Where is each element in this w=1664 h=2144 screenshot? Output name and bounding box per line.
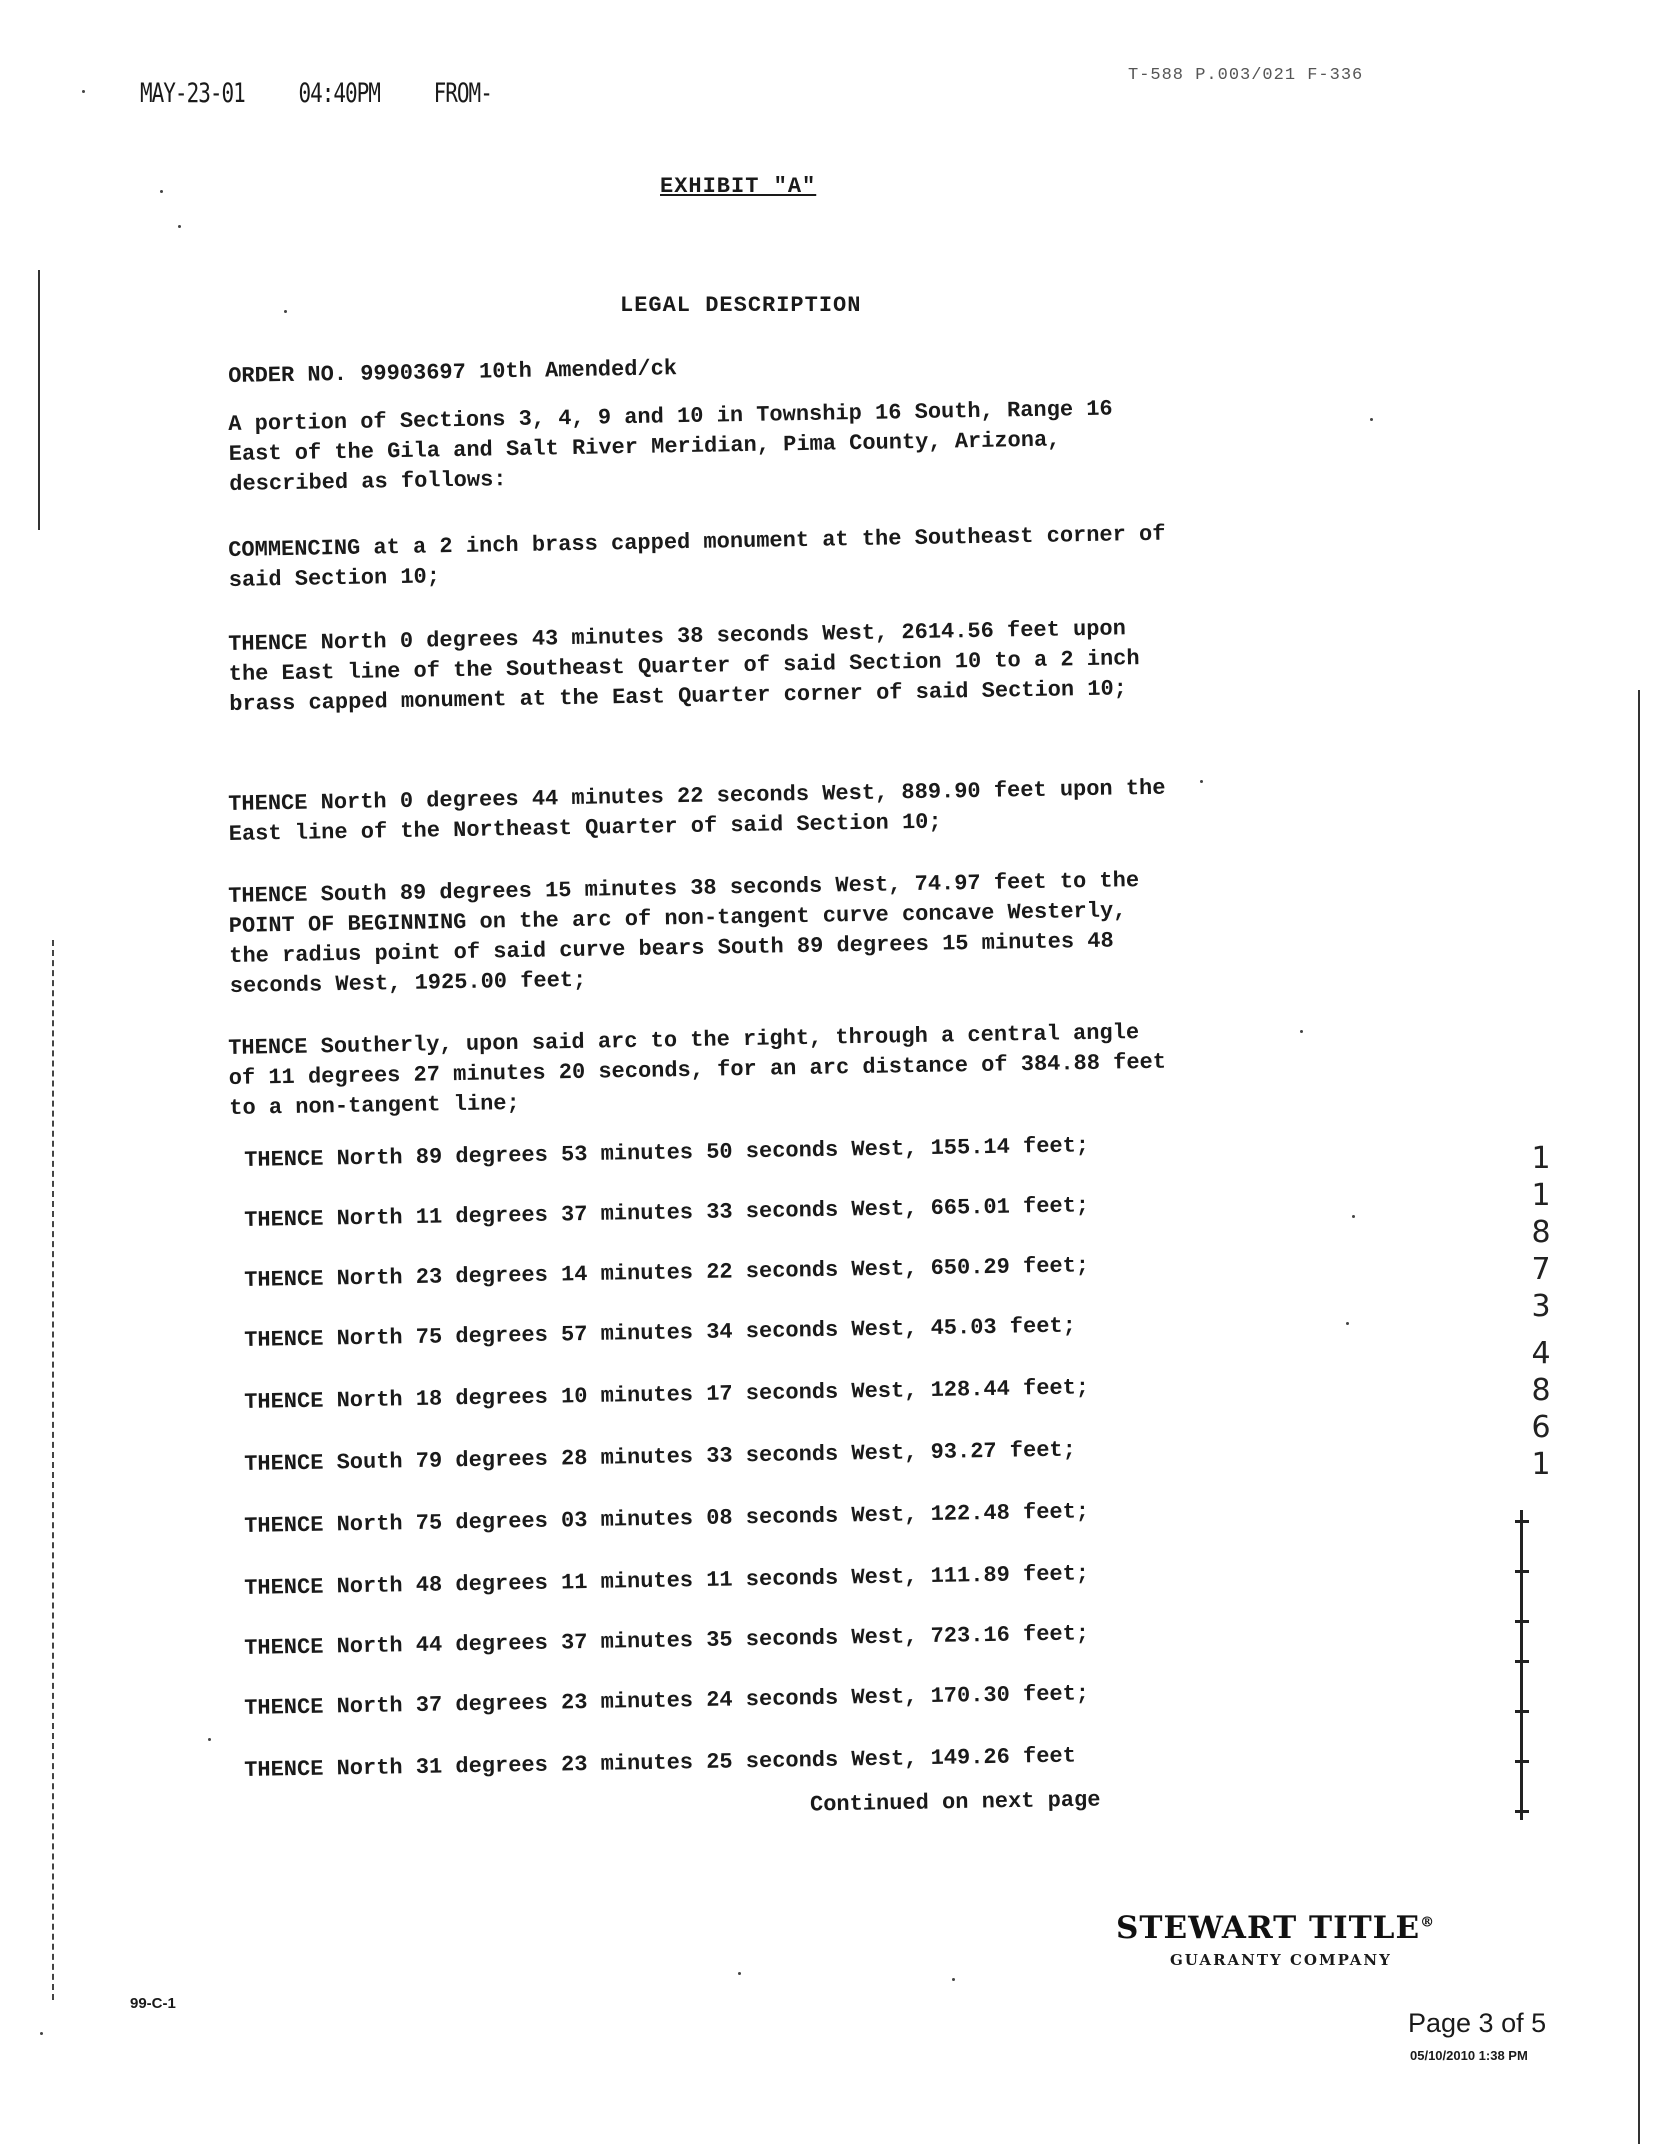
course-line: THENCE North 31 degrees 23 minutes 25 seconds West, 149.26 feet <box>244 1743 1077 1783</box>
page-number: Page 3 of 5 <box>1408 2008 1547 2038</box>
page-edge-line <box>1638 690 1640 2144</box>
course-line: THENCE North 44 degrees 37 minutes 35 seconds West, 723.16 feet; <box>244 1621 1090 1661</box>
paragraph-course-2: THENCE North 0 degrees 44 minutes 22 seconds West, 889.90 feet upon the East line of the Northeast Quarter of said Section 10; <box>228 775 1166 847</box>
course-line: THENCE North 23 degrees 14 minutes 22 seconds West, 650.29 feet; <box>244 1253 1090 1293</box>
paragraph-arc: THENCE Southerly, upon said arc to the right, through a central angle of 11 degrees 27 minutes 20 seconds, for an arc distance of 384.88 feet to a non-tangent line; <box>228 1020 1167 1121</box>
course-line: THENCE North 37 degrees 23 minutes 24 seconds West, 170.30 feet; <box>244 1681 1090 1721</box>
recording-number <box>1526 1140 1556 1483</box>
recording-digit: 1 <box>1531 1141 1551 1176</box>
scan-edge-dashes <box>52 940 54 2000</box>
registered-mark: ® <box>1420 1914 1436 1931</box>
paragraph-point-of-beginning: THENCE South 89 degrees 15 minutes 38 seconds West, 74.97 feet to the POINT OF BEGINNING on the arc of non-tangent curve concave Westerly, the radius point of said curve bears South 89 degrees 15 minutes 48 seconds West, 1925.00 feet; <box>228 868 1140 999</box>
order-number: ORDER NO. 99903697 10th Amended/ck <box>228 356 678 389</box>
course-line: THENCE North 75 degrees 03 minutes 08 seconds West, 122.48 feet; <box>244 1499 1090 1539</box>
recording-digit: 1 <box>1531 1178 1551 1213</box>
recording-digit: 3 <box>1531 1289 1551 1324</box>
fax-from: FROM- <box>433 78 492 108</box>
course-line: THENCE North 18 degrees 10 minutes 17 seconds West, 128.44 feet; <box>244 1375 1090 1415</box>
fax-header <box>140 78 534 108</box>
paragraph-portion: A portion of Sections 3, 4, 9 and 10 in Township 16 South, Range 16 East of the Gila and Salt River Meridian, Pima County, Arizona, described as follows: <box>228 396 1113 497</box>
section-title: LEGAL DESCRIPTION <box>620 293 862 318</box>
logo-text: STEWART TITLE <box>1116 1910 1421 1946</box>
course-line: THENCE North 48 degrees 11 minutes 11 seconds West, 111.89 feet; <box>244 1561 1090 1601</box>
course-line: THENCE North 75 degrees 57 minutes 34 seconds West, 45.03 feet; <box>244 1313 1077 1353</box>
scan-edge-line <box>38 270 40 530</box>
print-timestamp: 05/10/2010 1:38 PM <box>1410 2048 1528 2063</box>
course-line: THENCE South 79 degrees 28 minutes 33 seconds West, 93.27 feet; <box>244 1437 1077 1477</box>
vertical-stamp <box>1520 1510 1539 1820</box>
form-code: 99-C-1 <box>130 1995 176 2012</box>
continued-note: Continued on next page <box>809 1787 1101 1818</box>
logo-subtitle: GUARANTY COMPANY <box>1170 1951 1392 1969</box>
recording-digit: 6 <box>1531 1410 1551 1445</box>
recording-digit: 7 <box>1531 1252 1551 1287</box>
course-line: THENCE North 89 degrees 53 minutes 50 seconds West, 155.14 feet; <box>244 1133 1090 1173</box>
course-line: THENCE North 11 degrees 37 minutes 33 seconds West, 665.01 feet; <box>244 1193 1090 1233</box>
fax-page-code: T-588 P.003/021 F-336 <box>1128 66 1364 85</box>
fax-time: 04:40PM <box>298 78 380 108</box>
recording-digit: 8 <box>1531 1373 1551 1408</box>
recording-digit: 8 <box>1531 1215 1551 1250</box>
recording-digit: 4 <box>1531 1336 1551 1371</box>
paragraph-course-1: THENCE North 0 degrees 43 minutes 38 seconds West, 2614.56 feet upon the East line of the Southeast Quarter of said Section 10 to a 2 inch brass capped monument at the East Quarter corner of said Section 10; <box>228 616 1140 717</box>
exhibit-title: EXHIBIT "A" <box>660 174 817 199</box>
paragraph-commencing: COMMENCING at a 2 inch brass capped monument at the Southeast corner of said Section 10; <box>228 521 1166 593</box>
recording-digit: 1 <box>1531 1447 1551 1482</box>
stewart-title-logo <box>1116 1910 1435 1946</box>
fax-date: MAY-23-01 <box>140 78 245 108</box>
